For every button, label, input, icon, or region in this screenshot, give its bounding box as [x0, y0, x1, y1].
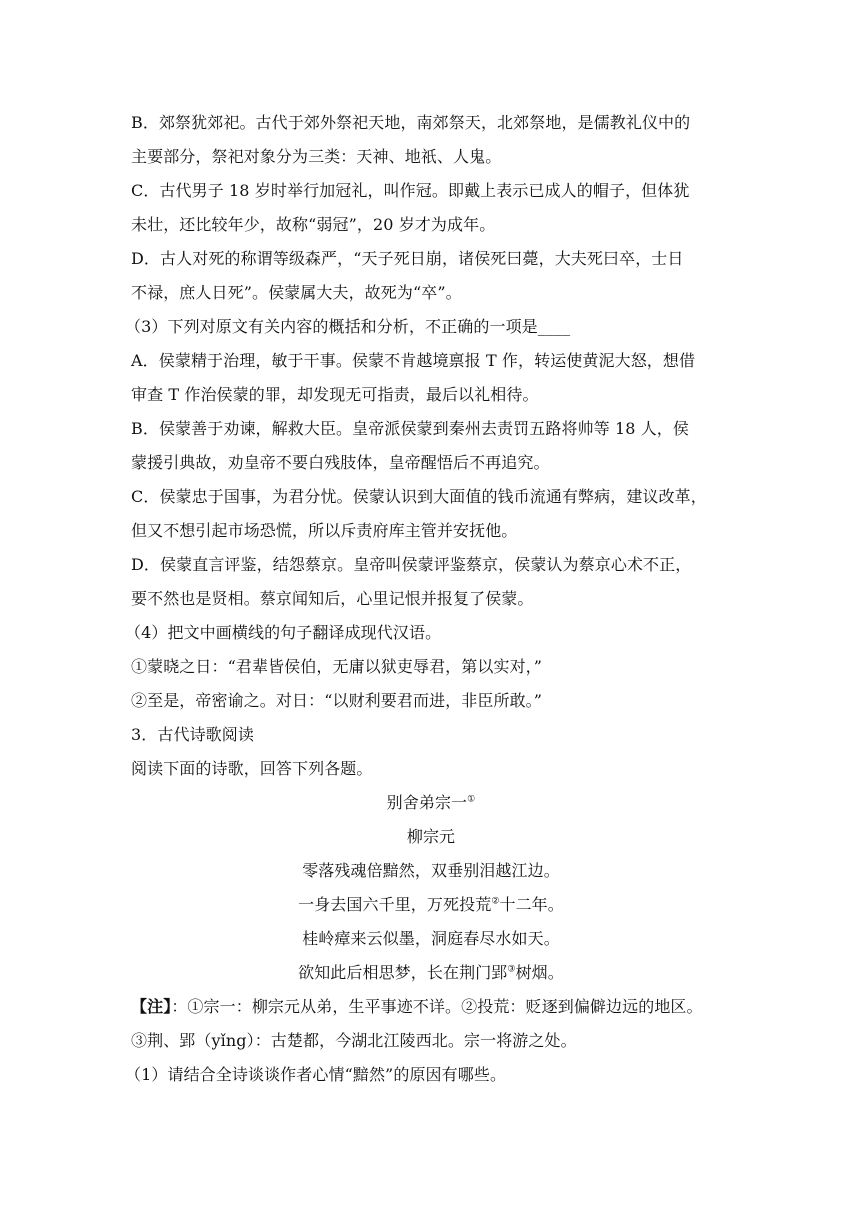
q3-option-b-line-2: 蒙援引典故，劝皇帝不要白残肢体，皇帝醒悟后不再追究。: [131, 453, 550, 472]
poem-line-4: [131, 956, 731, 990]
q4-sentence-1: ①蒙晓之日：“君辈皆侯伯，无庸以狱吏辱君，第以实对，”: [131, 657, 543, 676]
q3-option-d-line-2: 要不然也是贤相。蔡京闻知后，心里记恨并报复了侯蒙。: [131, 589, 534, 608]
notes-text-1: ：①宗一：柳宗元从弟，生平事迹不详。②投荒：贬逐到偏僻边远的地区。: [171, 997, 703, 1016]
notes-label: 【注】: [131, 997, 172, 1016]
question-3: （3）下列对原文有关内容的概括和分析，不正确的一项是____: [125, 317, 571, 336]
poem-title: [131, 786, 731, 820]
poem-line-4-part-a: 欲知此后相思梦，长在荆门郢: [298, 963, 508, 982]
poem-title-text: 别舍弟宗一: [386, 793, 468, 812]
poem-question-1: （1）请结合全诗谈谈作者心情“黯然”的原因有哪些。: [125, 1065, 507, 1084]
poem-line-2-part-b: 十二年。: [499, 895, 564, 914]
q3-option-a-line-1: A．侯蒙精于治理，敏于干事。侯蒙不肯越境禀报 T 作，转运使黄泥大怒，想借: [131, 351, 696, 370]
option-d-line-1: D．古人对死的称谓等级森严，“天子死日崩，诸侯死曰薨，大夫死曰卒，士日: [131, 249, 684, 268]
q3-option-c-line-2: 但又不想引起市场恐慌，所以斥责府库主管并安抚他。: [131, 521, 518, 540]
q3-option-a-line-2: 审查 T 作治侯蒙的罪，却发现无可指责，最后以礼相待。: [131, 385, 539, 404]
q3-option-b-line-1: B．侯蒙善于劝谏，解救大臣。皇帝派侯蒙到秦州去责罚五路将帅等 18 人，侯: [131, 419, 689, 438]
option-c-line-2: 未壮，还比较年少，故称“弱冠”，20 岁才为成年。: [131, 215, 496, 234]
poem-line-4-part-b: 树烟。: [515, 963, 564, 982]
document-body: [125, 106, 731, 1092]
option-d-line-2: 不禄，庶人日死”。侯蒙属大夫，故死为“卒”。: [131, 283, 462, 302]
poem-author: 柳宗元: [406, 827, 456, 846]
poem-line-2-part-a: 一身去国六千里，万死投荒: [298, 895, 492, 914]
section-3-intro: 阅读下面的诗歌，回答下列各题。: [131, 759, 373, 778]
poem-line-2-note-ref: ②: [491, 896, 500, 907]
q3-option-c-line-1: C．侯蒙忠于国事，为君分忧。侯蒙认识到大面值的钱币流通有弊病，建议改革，: [131, 487, 707, 506]
q3-option-d-line-1: D．侯蒙直言评鉴，结怨蔡京。皇帝叫侯蒙评鉴蔡京，侯蒙认为蔡京心术不正，: [131, 555, 692, 574]
poem-line-3: 桂岭瘴来云似墨，洞庭春尽水如天。: [302, 929, 560, 948]
question-4: （4）把文中画横线的句子翻译成现代汉语。: [125, 623, 442, 642]
poem-line-1: 零落残魂倍黯然，双垂别泪越江边。: [302, 861, 560, 880]
poem-line-4-note-ref: ③: [507, 964, 516, 975]
poem-line-2: [131, 888, 731, 922]
option-c-line-1: C．古代男子 18 岁时举行加冠礼，叫作冠。即戴上表示已成人的帽子，但体犹: [131, 181, 690, 200]
option-b-line-2: 主要部分，祭祀对象分为三类：天神、地祇、人鬼。: [131, 147, 502, 166]
poem-notes-line-1: [131, 990, 731, 1024]
poem-notes-line-2: ③荆、郢（yǐng）：古楚都，今湖北江陵西北。宗一将游之处。: [131, 1031, 577, 1050]
section-3-title: 3．古代诗歌阅读: [131, 725, 254, 744]
option-b-line-1: B．郊祭犹郊祀。古代于郊外祭祀天地，南郊祭天，北郊祭地，是儒教礼仪中的: [131, 113, 691, 132]
q4-sentence-2: ②至是，帝密谕之。对日：“以财利要君而进，非臣所敢。”: [131, 691, 543, 710]
poem-title-note-ref: ①: [467, 794, 476, 805]
